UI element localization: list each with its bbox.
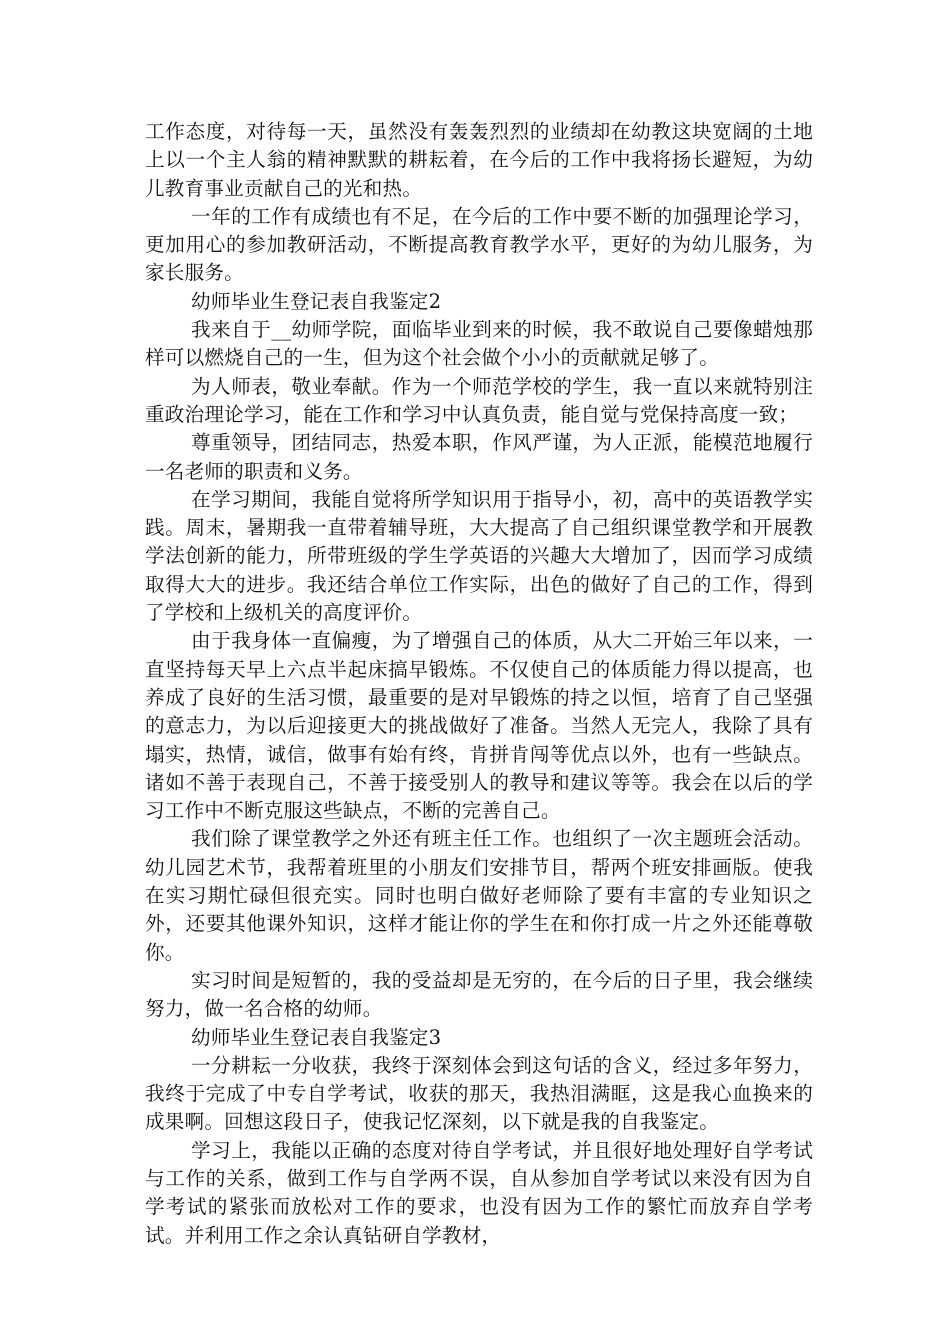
paragraph: 尊重领导，团结同志，热爱本职，作风严谨，为人正派，能模范地履行一名老师的职责和义务。: [145, 431, 813, 483]
document-body: [145, 118, 813, 1250]
paragraph: 实习时间是短暂的，我的受益却是无穷的，在今后的日子里，我会继续努力，做一名合格的幼师。: [145, 968, 813, 1021]
paragraph: 一年的工作有成绩也有不足，在今后的工作中要不断的加强理论学习，更加用心的参加教研活动，不断提高教育教学水平，更好的为幼儿服务，为家长服务。: [145, 204, 813, 285]
paragraph: 我来自于__幼师学院，面临毕业到来的时候，我不敢说自己要像蜡烛那样可以燃烧自己的一生，但为这个社会做个小小的贡献就足够了。: [145, 318, 813, 370]
section-heading-2: 幼师毕业生登记表自我鉴定2: [191, 289, 442, 313]
paragraph: 在学习期间，我能自觉将所学知识用于指导小，初，高中的英语教学实践。周末，暑期我一直带着辅导班，大大提高了自己组织课堂教学和开展教学法创新的能力，所带班级的学生学英语的兴趣大大增加了，因而学习成绩取得大大的进步。我还结合单位工作实际，出色的做好了自己的工作，得到了学校和上级机关的高度评价。: [145, 487, 813, 625]
section-heading-3: 幼师毕业生登记表自我鉴定3: [191, 1025, 442, 1049]
paragraph: 由于我身体一直偏瘦，为了增强自己的体质，从大二开始三年以来，一直坚持每天早上六点半起床搞早锻炼。不仅使自己的体质能力得以提高，也养成了良好的生活习惯，最重要的是对早锻炼的持之以恒，培育了自己坚强的意志力，为以后迎接更大的挑战做好了准备。当然人无完人，我除了具有塌实，热情，诚信，做事有始有终，肯拼肯闯等优点以外，也有一些缺点。诸如不善于表现自己，不善于接受别人的教导和建议等等。我会在以后的学习工作中不断克服这些缺点，不断的完善自己。: [145, 629, 813, 823]
paragraph: 学习上，我能以正确的态度对待自学考试，并且很好地处理好自学考试与工作的关系，做到工作与自学两不误，自从参加自学考试以来没有因为自学考试的紧张而放松对工作的要求，也没有因为工作的繁忙而放弃自学考试。并利用工作之余认真钻研自学教材，: [145, 1138, 813, 1247]
paragraph: 为人师表，敬业奉献。作为一个师范学校的学生，我一直以来就特别注重政治理论学习，能在工作和学习中认真负责，能自觉与党保持高度一致；: [145, 374, 813, 426]
paragraph: 一分耕耘一分收获，我终于深刻体会到这句话的含义，经过多年努力，我终于完成了中专自学考试，收获的那天，我热泪满眶，这是我心血换来的成果啊。回想这段日子，使我记忆深刻，以下就是我的自我鉴定。: [145, 1053, 813, 1134]
paragraph-continuation: 工作态度，对待每一天，虽然没有轰轰烈烈的业绩却在幼教这块宽阔的土地上以一个主人翁的精神默默的耕耘着，在今后的工作中我将扬长避短，为幼儿教育事业贡献自己的光和热。: [145, 120, 813, 200]
paragraph: 我们除了课堂教学之外还有班主任工作。也组织了一次主题班会活动。幼儿园艺术节，我帮着班里的小朋友们安排节目，帮两个班安排画版。使我在实习期忙碌但很充实。同时也明白做好老师除了要有丰富的专业知识之外，还要其他课外知识，这样才能让你的学生在和你打成一片之外还能尊敬你。: [145, 827, 813, 964]
